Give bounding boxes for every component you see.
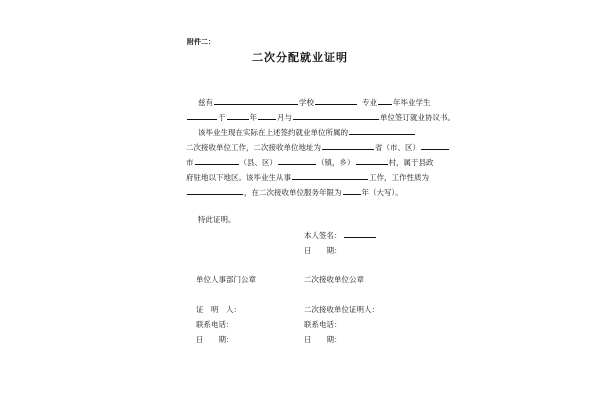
region-blank[interactable]	[349, 127, 415, 135]
text-county: （县、区）	[239, 158, 277, 167]
text-school: 学校	[299, 98, 314, 107]
body-line-6	[186, 172, 429, 183]
date-year-blank[interactable]	[187, 112, 217, 120]
signature-label: 本人签名：	[304, 231, 342, 240]
right-phone: 联系电话：	[304, 320, 342, 329]
service-years-blank[interactable]	[343, 187, 361, 195]
text-nature: 工作，工作性质为	[369, 173, 429, 182]
right-seal: 二次接收单位公章	[304, 275, 364, 284]
document-title: 二次分配就业证明	[252, 51, 348, 64]
text-yueyu: 月与	[277, 113, 292, 122]
certify-line: 特此证明。	[198, 215, 236, 224]
text-address: 二次接收单位工作，二次接收单位地址为	[186, 143, 321, 152]
text-engaged: 府驻地以下地区。该毕业生从事	[186, 173, 291, 182]
nature-blank[interactable]	[187, 187, 243, 195]
text-nian: 年	[249, 113, 257, 122]
text-years-upper: 年（大写）。	[361, 188, 403, 197]
left-witness: 证 明 人：	[196, 305, 241, 314]
county-blank[interactable]	[195, 157, 239, 165]
text-village: 村，属于县政	[388, 158, 434, 167]
signature-row	[304, 230, 376, 241]
body-line-1	[198, 97, 431, 108]
body-line-2	[186, 112, 455, 123]
right-witness: 二次接收单位证明人：	[304, 305, 379, 314]
body-line-4	[186, 142, 450, 153]
text-agreement: 单位签订就业协议书。	[380, 113, 455, 122]
right-date: 日 期：	[304, 335, 342, 344]
unit-blank[interactable]	[293, 112, 379, 120]
annex-label: 附件二：	[187, 37, 215, 46]
signature-line[interactable]	[344, 230, 376, 238]
text-service: ，在二次接收单位服务年限为	[244, 188, 342, 197]
school-blank[interactable]	[214, 97, 298, 105]
text-shi: 市	[186, 158, 194, 167]
body-line-3	[198, 127, 416, 138]
sign-year-blank[interactable]	[227, 112, 249, 120]
body-line-5	[186, 157, 434, 168]
work-blank[interactable]	[292, 172, 368, 180]
year-blank[interactable]	[378, 97, 392, 105]
province-blank[interactable]	[322, 142, 374, 150]
text-yu: 于	[218, 113, 226, 122]
body-line-7	[186, 187, 403, 198]
text-town: （镇，乡）	[317, 158, 355, 167]
sign-month-blank[interactable]	[258, 112, 276, 120]
left-date: 日 期：	[196, 335, 234, 344]
town-blank[interactable]	[278, 157, 316, 165]
major-blank[interactable]	[315, 97, 357, 105]
signature-date: 日 期：	[304, 246, 342, 255]
left-seal: 单位人事部门公章	[196, 275, 256, 284]
text-graduate: 年毕业学生	[393, 98, 431, 107]
text-province: 省（市、区）	[375, 143, 420, 152]
text-ziyou: 兹有	[198, 98, 213, 107]
left-phone: 联系电话：	[196, 320, 234, 329]
city-blank[interactable]	[421, 142, 449, 150]
village-blank[interactable]	[356, 157, 388, 165]
text-actual: 该毕业生现在实际在上述签约就业单位所属的	[198, 128, 348, 137]
text-major: 专业	[362, 98, 377, 107]
